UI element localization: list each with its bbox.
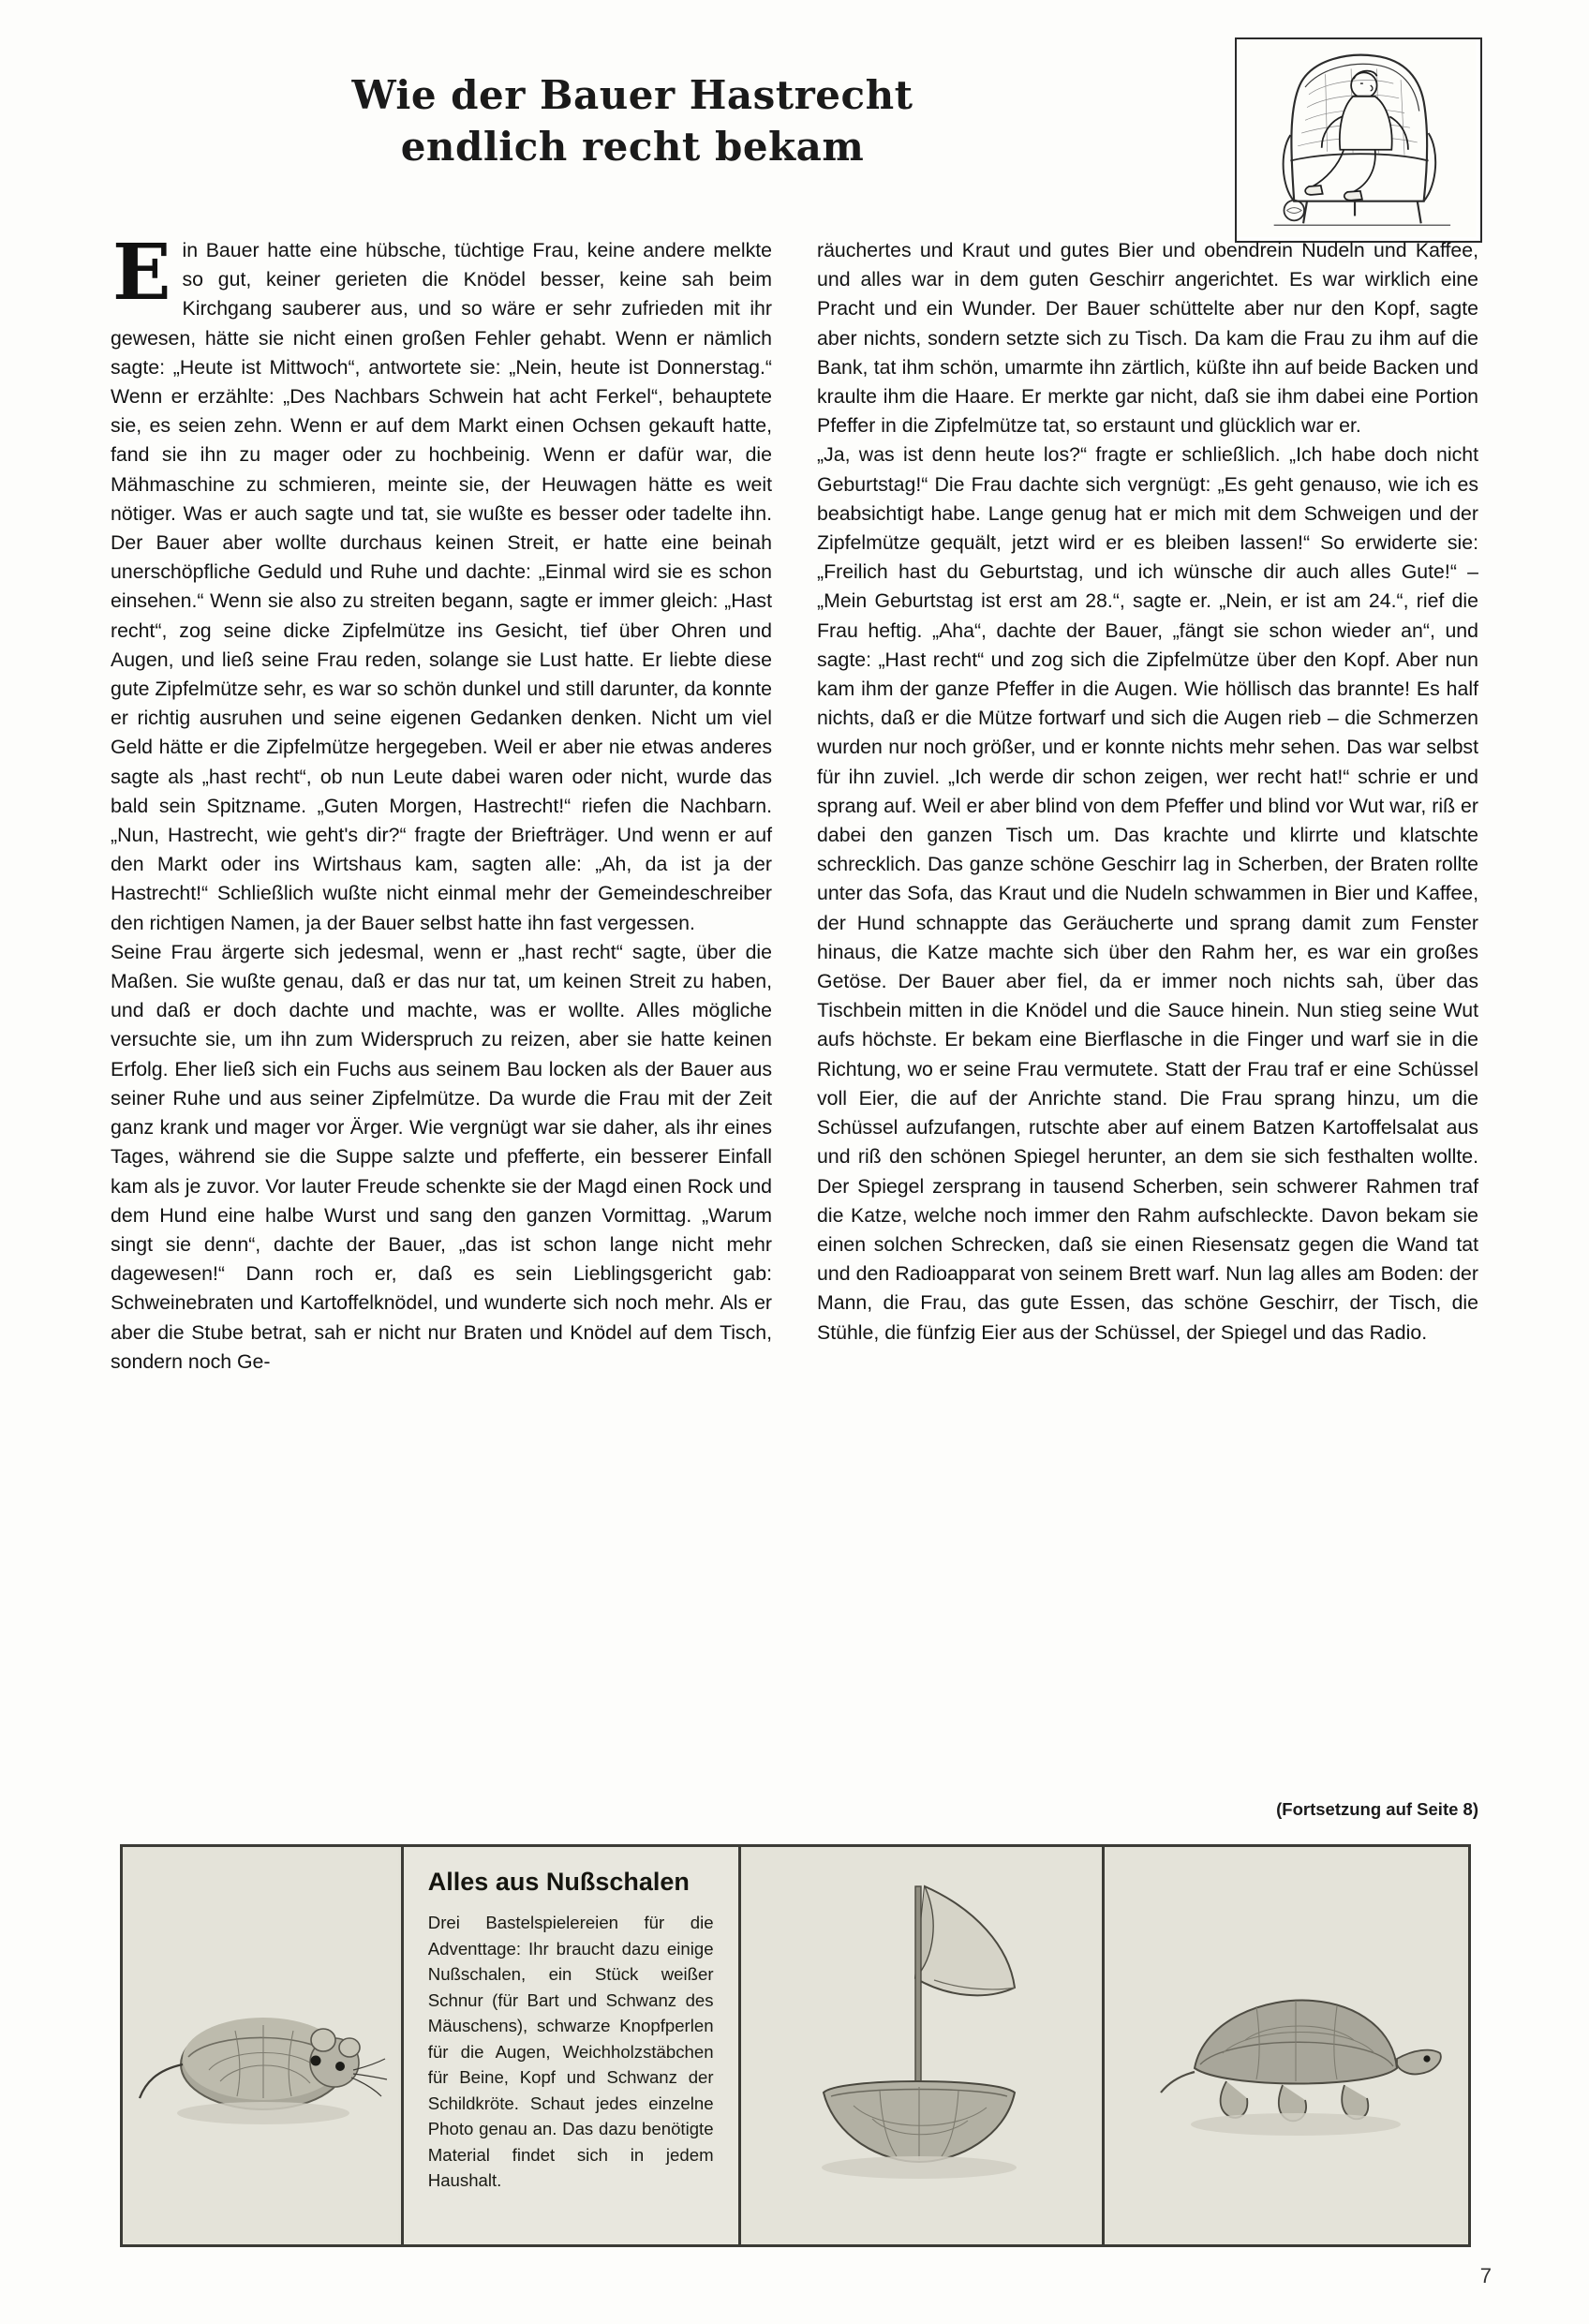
nutshell-mouse-photo-graphic bbox=[123, 1847, 398, 2244]
page-title bbox=[141, 70, 1124, 172]
armchair-illustration bbox=[1235, 37, 1482, 243]
craft-box bbox=[120, 1844, 1471, 2247]
craft-photo-turtle bbox=[1105, 1847, 1468, 2244]
column-left bbox=[111, 228, 772, 1377]
drop-cap: E bbox=[112, 228, 171, 318]
craft-title: Alles aus Nußschalen bbox=[427, 1868, 690, 1896]
paragraph-left-2: Seine Frau ärgerte sich jedesmal, wenn er „hast recht“ sagte, über die Maßen. Sie wußte genau, daß er das nur tat, um keinen Streit zu haben, und daß er doch dachte und machte, was er wollte. Alles mögliche versuchte sie, um ihn zum Widerspruch zu reizen, aber sie hatte keinen Erfolg. Eher ließ sich ein Fuchs aus seinem Bau locken als der Bauer aus seiner Ruhe und aus seiner Zipfelmütze. Da wurde die Frau mit der Zeit ganz krank und mager vor Ärger. Wie vergnügt war sie daher, als ihr eines Tages, während sie die Suppe salzte und pfefferte, ein besserer Einfall kam als je zuvor. Vor lauter Freude schenkte sie der Magd einen Rock und dem Hund eine halbe Wurst und sang den ganzen Vormittag. „Warum singt sie denn“, dachte der Bauer, „das ist schon lange nicht mehr dagewesen!“ Dann roch er, daß es sein Lieblingsgericht gab: Schweinebraten und Kartoffelknödel, und wunderte sich noch mehr. Als er aber die Stube betrat, sah er nicht nur Braten und Knödel auf dem Tisch, sondern noch Ge- bbox=[111, 940, 772, 1373]
nutshell-sailboat-photo-graphic bbox=[741, 1847, 1100, 2244]
paragraph-right-1: räuchertes und Kraut und gutes Bier und obendrein Nudeln und Kaffee, und alles war in dem guten Geschirr angerichtet. Es war wirklich eine Pracht und ein Wunder. Der Bauer schüttelte aber nur den Kopf, sagte aber nichts, sondern setzte sich zu Tisch. Da kam die Frau zu ihm auf die Bank, tat ihm schön, umarmte ihn zärtlich, küßte ihn auf beide Backen und kraulte ihm die Haare. Er merkte gar nicht, daß sie ihm dabei eine Portion Pfeffer in die Zipfelmütze tat, so erstaunt und glücklich war er. bbox=[817, 239, 1478, 438]
article-columns bbox=[111, 228, 1478, 1377]
continuation-note: (Fortsetzung auf Seite 8) bbox=[1276, 1799, 1478, 1819]
paragraph-left-1 bbox=[111, 228, 772, 938]
nutshell-turtle-photo-graphic bbox=[1105, 1847, 1463, 2244]
paragraph-left-1-text: in Bauer hatte eine hübsche, tüchtige Frau, keine andere melkte so gut, keiner gerieten die Knödel besser, keine sah beim Kirchgang sauberer aus, und so wäre er sehr zufrieden mit ihr gewesen, hätte sie nicht einen großen Fehler gehabt. Wenn er nämlich sagte: „Heute ist Mittwoch“, antwortete sie: „Nein, heute ist Donnerstag.“ Wenn er erzählte: „Des Nachbars Schwein hat acht Ferkel“, behauptete sie, es seien zehn. Wenn er auf dem Markt einen Ochsen gekauft hatte, fand sie ihn zu mager oder zu hochbeinig. Wenn er dafür war, die Mähmaschine zu schmieren, meinte sie, der Heuwagen hätte es weit nötiger. Was er auch sagte und tat, sie wußte es besser oder tadelte ihn. Der Bauer aber wollte durchaus keinen Streit, er hatte eine beinah unerschöpfliche Geduld und Ruhe und dachte: „Einmal wird sie es schon einsehen.“ Wenn sie also zu streiten begann, sagte er immer gleich: „Hast recht“, zog seine dicke Zipfelmütze ins Gesicht, tief über Ohren und Augen, und ließ seine Frau reden, solange sie Lust hatte. Er liebte diese gute Zipfelmütze sehr, es war so schön dunkel und still darunter, da konnte er richtig ausruhen und seine eigenen Gedanken denken. Nicht um viel Geld hätte er die Zipfelmütze hergegeben. Weil er aber nie etwas anderes sagte als „hast recht“, ob nun Leute dabei waren oder nicht, wurde das bald sein Spitzname. „Guten Morgen, Hastrecht!“ riefen die Nachbarn. „Nun, Hastrecht, wie geht's dir?“ fragte der Briefträger. Und wenn er auf den Markt oder ins Wirtshaus kam, sagten alle: „Ah, da ist ja der Hastrecht!“ Schließlich wußte nicht einmal mehr der Gemeindeschreiber den richtigen Namen, ja der Bauer selbst hatte ihn fast vergessen. bbox=[111, 239, 772, 934]
column-right bbox=[817, 236, 1478, 1377]
title-line-1: Wie der Bauer Hastrecht bbox=[351, 72, 913, 118]
armchair-illustration-graphic bbox=[1237, 39, 1477, 237]
craft-photo-mouse bbox=[123, 1847, 404, 2244]
paragraph-right-2: „Ja, was ist denn heute los?“ fragte er schließlich. „Ich habe doch nicht Geburtstag!“ Die Frau dachte sich vergnügt: „Es geht genauso, wie ich es beabsichtigt habe. Lange genug hat er mich mit dem Schweigen und der Zipfelmütze gequält, jetzt wird er es bleiben lassen!“ So erwiderte sie: „Freilich hast du Geburtstag, und ich wünsche dir auch alles Gute!“ – „Mein Geburtstag ist erst am 28.“, sagte er. „Nein, er ist am 24.“, rief die Frau heftig. „Aha“, dachte der Bauer, „fängt sie schon wieder an“, und sagte: „Hast recht“ und zog sich die Zipfelmütze über den Kopf. Aber nun kam ihm der ganze Pfeffer in die Augen. Wie höllisch das brannte! Es half nichts, daß er die Mütze fortwarf und sich die Augen rieb – die Schmerzen wurden nur noch größer, und er konnte nichts mehr sehen. Das war selbst für ihn zuviel. „Ich werde dir schon zeigen, wer recht hat!“ schrie er und sprang auf. Weil er aber blind von dem Pfeffer und blind vor Wut war, riß er dabei den ganzen Tisch um. Das krachte und klirrte und klatschte schrecklich. Das ganze schöne Geschirr lag in Scherben, der Braten rollte unter das Sofa, das Kraut und die Nudeln schwammen in Bier und Kaffee, der Hund schnappte das Geräucherte und sprang damit zum Fenster hinaus, die Katze machte sich über den Rahm her, es war ein großes Getöse. Der Bauer aber fiel, da er immer noch nichts sah, über das Tischbein mitten in die Knödel und die Sauce hinein. Nun stieg seine Wut aufs höchste. Er bekam eine Bierflasche in die Finger und warf sie in die Richtung, wo er seine Frau vermutete. Statt der Frau traf er eine Schüssel voll Eier, die auf der Anrichte stand. Die Frau sprang hinzu, um die Schüssel aufzufangen, rutschte aber auf einem Batzen Kartoffelsalat aus und riß den schönen Spiegel herunter, an dem sie sich festhalten wollte. Der Spiegel zersprang in tausend Scherben, sein schwerer Rahmen traf die Katze, welche noch immer den Rahm aufschleckte. Davon bekam sie einen solchen Schrecken, daß sie einen Riesensatz gegen die Wand tat und den Radioapparat von seinem Brett warf. Nun lag alles am Boden: der Mann, die Frau, das gute Essen, das schöne Geschirr, der Tisch, die Stühle, die fünfzig Eier aus der Schüssel, der Spiegel und das Radio. bbox=[817, 443, 1478, 1344]
article-header bbox=[0, 37, 1589, 253]
page-number: 7 bbox=[1479, 2264, 1492, 2287]
craft-photo-sailboat bbox=[741, 1847, 1106, 2244]
title-line-2: endlich recht bekam bbox=[400, 123, 865, 170]
craft-body: Drei Bastelspielereien für die Adventtage: Ihr braucht dazu einige Nußschalen, ein Stück weißer Schnur (für Bart und Schwanz des Mäuschens), schwarze Knopfperlen für die Augen, Weichholzstäbchen für Beine, Kopf und Schwanz der Schildkröte. Schaut jedes einzelne Photo genau an. Das dazu benötigte Material findet sich in jedem Haushalt. bbox=[427, 1913, 714, 2190]
craft-text-cell bbox=[404, 1847, 741, 2244]
